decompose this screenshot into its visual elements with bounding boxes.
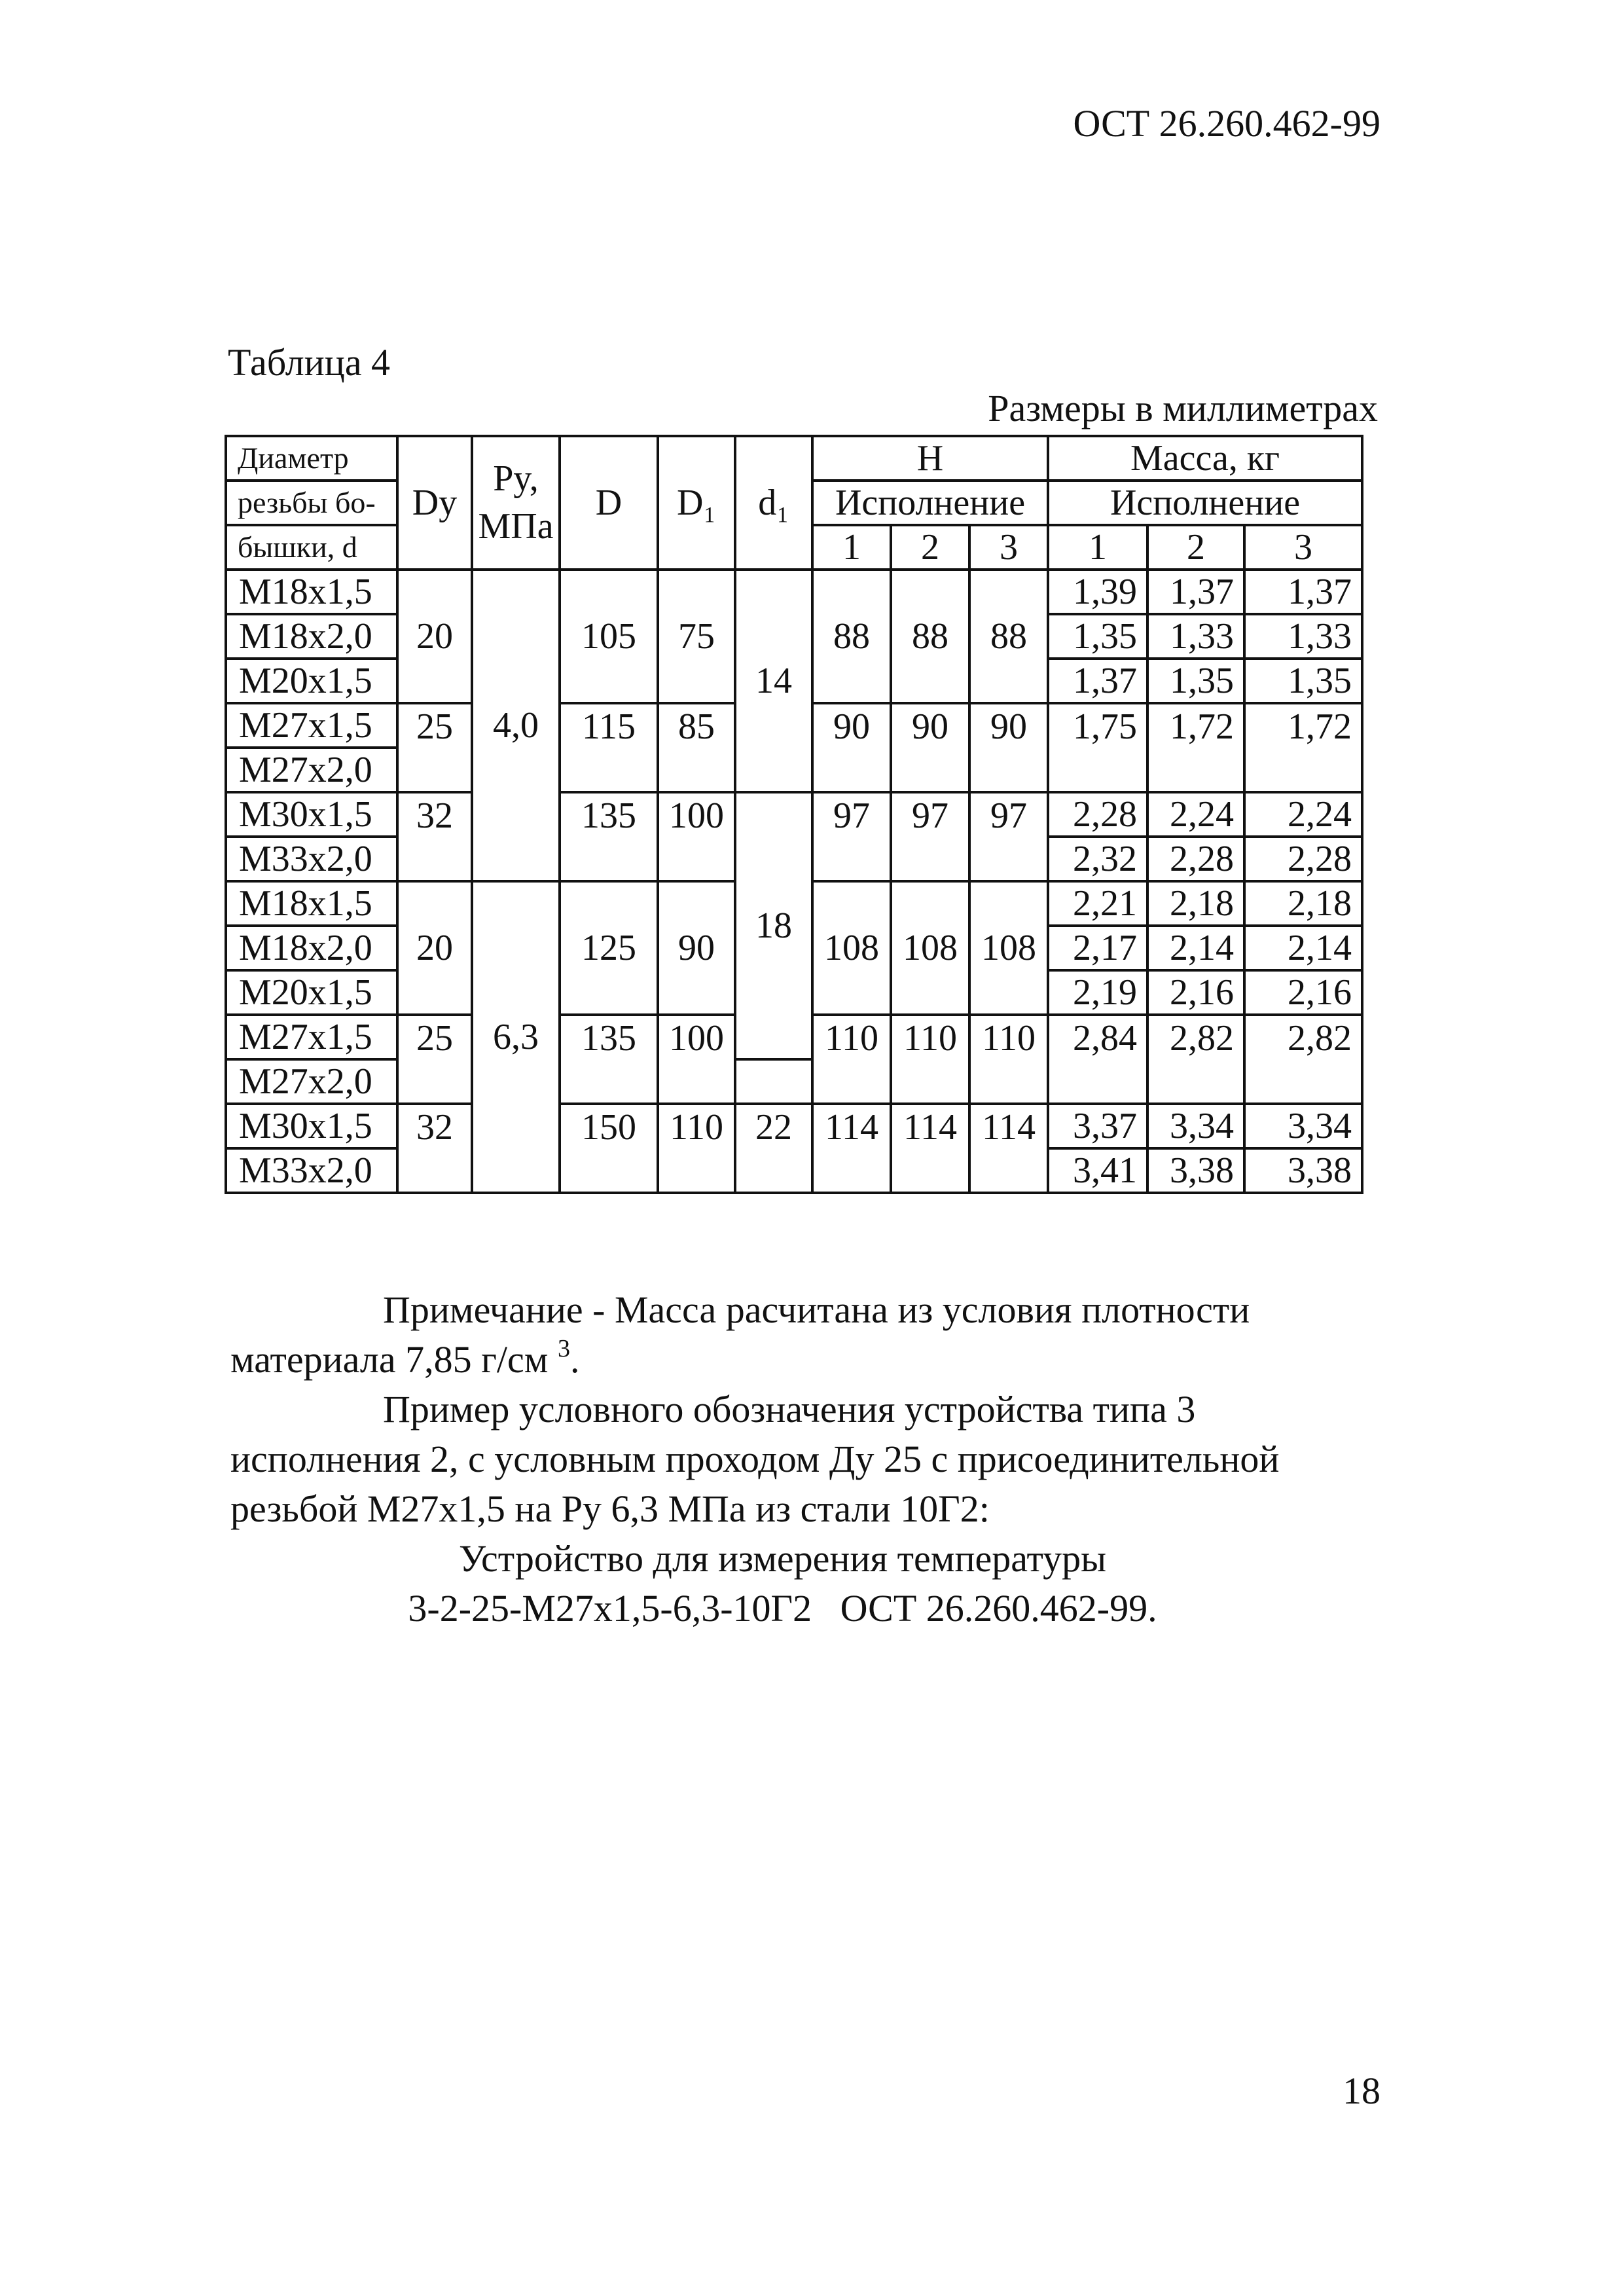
dy-cell: 25 (397, 703, 472, 792)
thread-cell: M27x2,0 (226, 1059, 397, 1104)
thread-cell: M27x1,5 (226, 1015, 397, 1059)
mass-cell: 2,19 (1048, 970, 1147, 1015)
d1-cell: 22 (735, 1104, 812, 1193)
example-line: резьбой М27х1,5 на Ру 6,3 МПа из стали 10Г2: (230, 1487, 990, 1530)
dy-cell: 32 (397, 1104, 472, 1193)
header-dy: Dy (397, 436, 472, 570)
py-cell: 4,0 (472, 570, 560, 881)
thread-cell: M27x1,5 (226, 703, 397, 748)
thread-cell: M18x1,5 (226, 570, 397, 614)
mass-cell: 3,41 (1048, 1148, 1147, 1193)
thread-cell: M30x1,5 (226, 792, 397, 837)
D-cell: 125 (560, 881, 658, 1015)
note-line (230, 1336, 579, 1384)
table-title: Таблица 4 (228, 341, 391, 384)
D1-cell: 100 (658, 1015, 735, 1104)
example-designation-title: Устройство для измерения температуры (458, 1537, 1107, 1580)
mass-cell: 2,17 (1048, 926, 1147, 970)
D-cell: 150 (560, 1104, 658, 1193)
mass-cell: 2,14 (1147, 926, 1244, 970)
example-designation-code: 3-2-25-М27х1,5-6,3-10Г2 ОСТ 26.260.462-99. (408, 1587, 1157, 1630)
dy-cell: 20 (397, 881, 472, 1015)
mass-cell: 1,75 (1048, 703, 1147, 792)
header-mass: Масса, кг (1048, 436, 1362, 481)
mass-cell: 1,33 (1147, 614, 1244, 659)
h-cell: 90 (812, 703, 891, 792)
mass-cell: 2,28 (1048, 792, 1147, 837)
h-cell: 97 (812, 792, 891, 881)
mass-cell: 2,18 (1147, 881, 1244, 926)
h-cell: 108 (891, 881, 969, 1015)
thread-cell: M27x2,0 (226, 748, 397, 792)
mass-cell: 1,72 (1244, 703, 1362, 792)
h-cell: 90 (969, 703, 1048, 792)
mass-cell: 2,32 (1048, 837, 1147, 881)
header-h-ispolnenie: Исполнение (812, 481, 1048, 525)
thread-cell: M20x1,5 (226, 659, 397, 703)
D1-cell: 85 (658, 703, 735, 792)
h-cell: 114 (891, 1104, 969, 1193)
mass-cell: 2,82 (1244, 1015, 1362, 1104)
header-py-unit: МПа (478, 506, 554, 547)
header-m-col: 3 (1244, 525, 1362, 570)
h-cell: 88 (969, 570, 1048, 703)
mass-cell: 1,35 (1147, 659, 1244, 703)
page-number: 18 (1343, 2069, 1380, 2112)
note-text: материала 7,85 г/см (230, 1338, 549, 1381)
h-cell: 110 (891, 1015, 969, 1104)
D-cell: 135 (560, 1015, 658, 1104)
mass-cell: 3,34 (1244, 1104, 1362, 1148)
mass-cell: 3,38 (1244, 1148, 1362, 1193)
header-py-label: Py, (493, 458, 539, 500)
D-cell: 105 (560, 570, 658, 703)
mass-cell: 2,28 (1244, 837, 1362, 881)
dy-cell: 25 (397, 1015, 472, 1104)
h-cell: 88 (812, 570, 891, 703)
mass-cell: 2,18 (1244, 881, 1362, 926)
mass-cell: 1,72 (1147, 703, 1244, 792)
h-cell: 114 (812, 1104, 891, 1193)
py-cell: 6,3 (472, 881, 560, 1193)
d1-cell: 14 (735, 570, 812, 792)
mass-cell: 1,37 (1147, 570, 1244, 614)
thread-cell: M33x2,0 (226, 837, 397, 881)
D-cell: 115 (560, 703, 658, 792)
example-line: исполнения 2, с условным проходом Ду 25 с присоединительной (230, 1438, 1280, 1480)
D1-cell: 110 (658, 1104, 735, 1193)
mass-cell: 1,37 (1048, 659, 1147, 703)
note-line: Примечание - Масса расчитана из условия плотности (383, 1288, 1250, 1331)
dy-cell: 20 (397, 570, 472, 703)
dy-cell: 32 (397, 792, 472, 881)
header-H: H (812, 436, 1048, 481)
header-d1: d₁ (735, 436, 812, 570)
units-note: Размеры в миллиметрах (988, 387, 1378, 429)
header-h-col: 1 (812, 525, 891, 570)
mass-cell: 2,24 (1147, 792, 1244, 837)
mass-cell: 1,37 (1244, 570, 1362, 614)
dimensions-table (225, 435, 1363, 1194)
mass-cell: 2,16 (1147, 970, 1244, 1015)
thread-cell: M18x1,5 (226, 881, 397, 926)
header-d: бышки, d (226, 525, 397, 570)
h-cell: 97 (891, 792, 969, 881)
header-py (472, 436, 560, 570)
h-cell: 108 (812, 881, 891, 1015)
h-cell: 97 (969, 792, 1048, 881)
D1-cell: 90 (658, 881, 735, 1015)
thread-cell: M18x2,0 (226, 614, 397, 659)
mass-cell: 2,28 (1147, 837, 1244, 881)
header-h-col: 2 (891, 525, 969, 570)
table-row (226, 1104, 1362, 1148)
header-m-col: 1 (1048, 525, 1147, 570)
header-d: резьбы бо- (226, 481, 397, 525)
header-row (226, 436, 1362, 481)
h-cell: 88 (891, 570, 969, 703)
mass-cell: 2,84 (1048, 1015, 1147, 1104)
h-cell: 108 (969, 881, 1048, 1015)
mass-cell: 1,39 (1048, 570, 1147, 614)
d1-cell: 18 (735, 792, 812, 1059)
mass-cell: 1,35 (1048, 614, 1147, 659)
h-cell: 110 (969, 1015, 1048, 1104)
mass-cell: 2,16 (1244, 970, 1362, 1015)
h-cell: 90 (891, 703, 969, 792)
header-h-col: 3 (969, 525, 1048, 570)
h-cell: 110 (812, 1015, 891, 1104)
mass-cell: 2,14 (1244, 926, 1362, 970)
header-D: D (560, 436, 658, 570)
note-superscript: 3 (557, 1335, 570, 1362)
mass-cell: 1,35 (1244, 659, 1362, 703)
note-period: . (569, 1338, 580, 1381)
thread-cell: M30x1,5 (226, 1104, 397, 1148)
mass-cell: 3,34 (1147, 1104, 1244, 1148)
header-D1: D₁ (658, 436, 735, 570)
mass-cell: 2,21 (1048, 881, 1147, 926)
thread-cell: M20x1,5 (226, 970, 397, 1015)
mass-cell: 1,33 (1244, 614, 1362, 659)
mass-cell: 2,24 (1244, 792, 1362, 837)
D-cell: 135 (560, 792, 658, 881)
D1-cell: 100 (658, 792, 735, 881)
header-mass-ispolnenie: Исполнение (1048, 481, 1362, 525)
example-line: Пример условного обозначения устройства типа 3 (383, 1388, 1196, 1430)
D1-cell: 75 (658, 570, 735, 703)
header-m-col: 2 (1147, 525, 1244, 570)
document-code: ОСТ 26.260.462-99 (1073, 102, 1380, 145)
table-row (226, 792, 1362, 837)
mass-cell: 3,37 (1048, 1104, 1147, 1148)
thread-cell: M18x2,0 (226, 926, 397, 970)
mass-cell: 3,38 (1147, 1148, 1244, 1193)
header-d: Диаметр (226, 436, 397, 481)
thread-cell: M33x2,0 (226, 1148, 397, 1193)
h-cell: 114 (969, 1104, 1048, 1193)
mass-cell: 2,82 (1147, 1015, 1244, 1104)
table-row (226, 570, 1362, 614)
